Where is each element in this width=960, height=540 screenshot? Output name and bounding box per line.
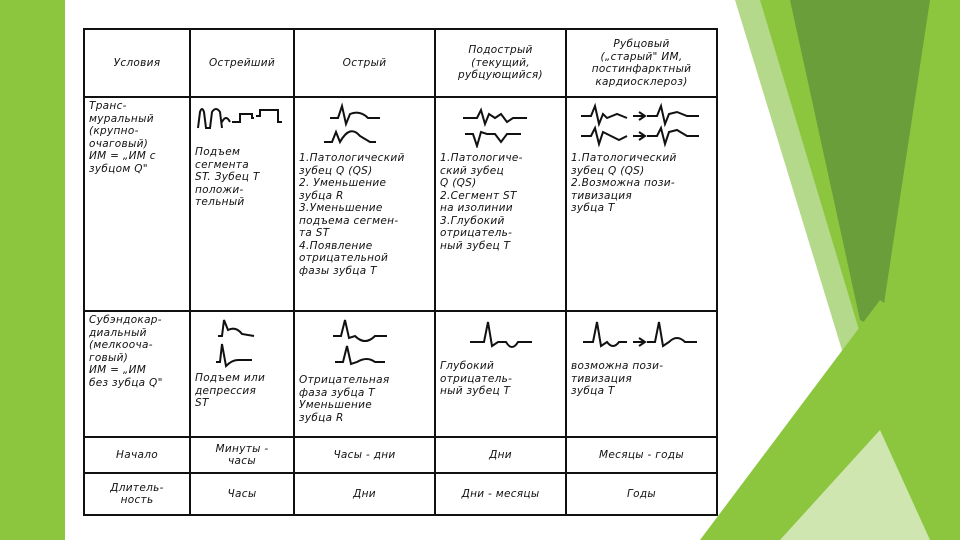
cell-subendocardial-condition: Субэндокар- диальный (мелкоочa- говый) ИМ = „ИМ без зубца Q" xyxy=(84,311,190,437)
header-acute: Острый xyxy=(294,29,435,97)
cell-duration-label: Длитель- ность xyxy=(84,473,190,515)
header-subacute: Подострый (текущий, рубцующийся) xyxy=(435,29,566,97)
cell-onset-acute: Часы - дни xyxy=(294,437,435,473)
cell-duration-acute: Дни xyxy=(294,473,435,515)
cell-duration-chronic: Годы xyxy=(566,473,717,515)
header-hyperacute: Острейший xyxy=(190,29,294,97)
ecg-stages-table-image xyxy=(83,28,716,506)
ecg-subacute-transmural-icon xyxy=(451,102,551,148)
cell-subendocardial-hyperacute: Подъем или депрессия ST xyxy=(190,311,294,437)
ecg-acute-transmural-icon xyxy=(310,102,420,148)
header-row xyxy=(84,29,717,97)
ecg-acute-subendocardial-icon xyxy=(315,316,415,370)
cell-duration-hyperacute: Часы xyxy=(190,473,294,515)
cell-onset-label: Начало xyxy=(84,437,190,473)
cell-subendocardial-acute: Отрицательная фаза зубца Т Уменьшение зубца R xyxy=(294,311,435,437)
ecg-stages-table xyxy=(83,28,718,516)
ecg-hyperacute-transmural-icon xyxy=(196,102,288,142)
cell-duration-subacute: Дни - месяцы xyxy=(435,473,566,515)
ecg-hyperacute-subendocardial-icon xyxy=(202,316,282,368)
row-transmural xyxy=(84,97,717,311)
row-onset xyxy=(84,437,717,473)
cell-onset-subacute: Дни xyxy=(435,437,566,473)
cell-transmural-subacute: 1.Патологиче- ский зубец Q (QS) 2.Сегмент ST на изолинии 3.Глубокий отрицатель- ный зубец Т xyxy=(435,97,566,311)
ecg-chronic-transmural-icon xyxy=(577,102,707,148)
ecg-chronic-subendocardial-icon xyxy=(577,316,707,356)
cell-transmural-hyperacute: Подъем сегмента ST. Зубец Т положи- тельный xyxy=(190,97,294,311)
cell-subendocardial-subacute: Глубокий отрицатель- ный зубец Т xyxy=(435,311,566,437)
cell-transmural-acute: 1.Патологический зубец Q (QS) 2. Уменьшение зубца R 3.Уменьшение подъема сегмен- та ST 4.Появление отрицательной фазы зубца Т xyxy=(294,97,435,311)
cell-onset-hyperacute: Минуты - часы xyxy=(190,437,294,473)
ecg-subacute-subendocardial-icon xyxy=(456,316,546,356)
cell-subendocardial-chronic: возможна пози- тивизация зубца Т xyxy=(566,311,717,437)
row-duration xyxy=(84,473,717,515)
header-chronic: Рубцовый („старый" ИМ, постинфарктный кардиосклероз) xyxy=(566,29,717,97)
row-subendocardial xyxy=(84,311,717,437)
cell-onset-chronic: Месяцы - годы xyxy=(566,437,717,473)
cell-transmural-chronic: 1.Патологический зубец Q (QS) 2.Возможна пози- тивизация зубца Т xyxy=(566,97,717,311)
cell-transmural-condition: Транс- муральный (крупно- очаговый) ИМ = „ИМ с зубцом Q" xyxy=(84,97,190,311)
header-conditions: Условия xyxy=(84,29,190,97)
